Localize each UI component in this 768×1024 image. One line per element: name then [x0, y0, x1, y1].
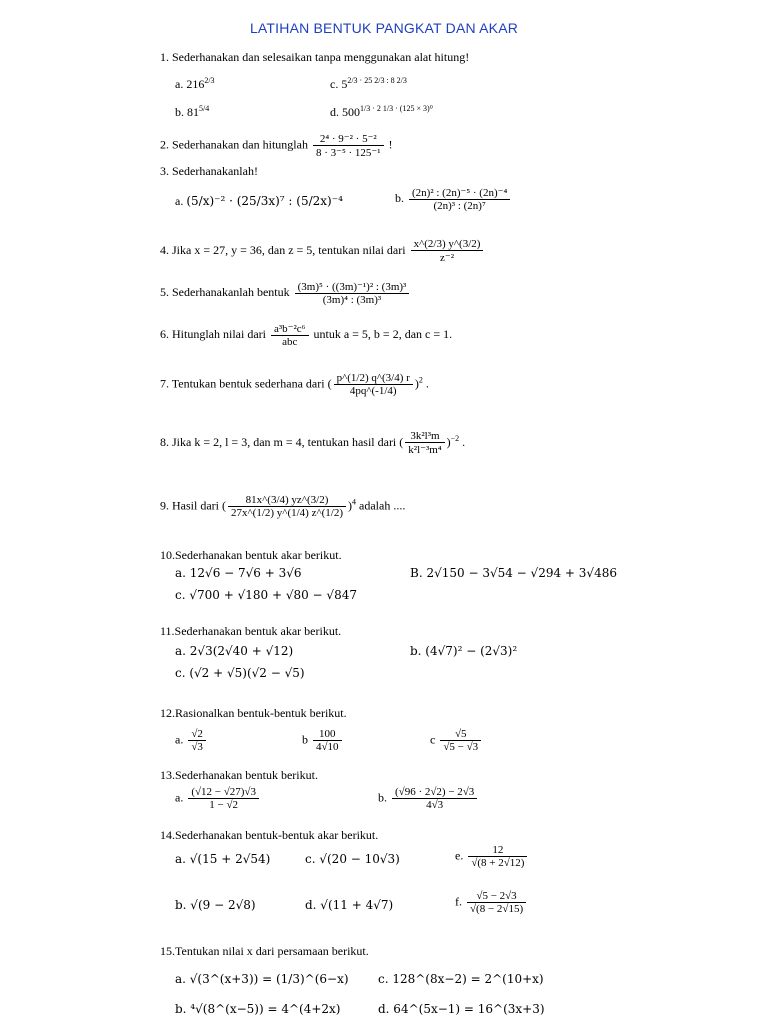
q2-fraction: $\frac{\text{2⁴ · 9⁻² · 5⁻²}}{\text{8 · 3⁻⁵ · 125⁻¹}}$ — [313, 132, 384, 159]
q14-text: 14.Sederhanakan bentuk-bentuk akar berikut. — [160, 828, 379, 842]
q14-b: b. √(9 − 2√8) — [175, 898, 256, 912]
q15-d: d. 64^(5x−1) = 16^(3x+3) — [378, 1002, 545, 1016]
q15-a: a. √(3^(x+3)) = (1/3)^(6−x) — [175, 972, 349, 986]
page-title: LATIHAN BENTUK PANGKAT DAN AKAR — [249, 20, 519, 36]
q4: 4. Jika x = 27, y = 36, dan z = 5, tentukan nilai dari $\frac{x\^{}(2/3) y\^{}(3/2)}{\text{z⁻²}}$ — [160, 238, 485, 264]
q11-a: a. 2√3(2√40 + √12) — [175, 644, 294, 658]
q11-c: c. (√2 + √5)(√2 − √5) — [175, 666, 305, 680]
q10-a: a. 12√6 − 7√6 + 3√6 — [175, 566, 302, 580]
q13-text: 13.Sederhanakan bentuk berikut. — [160, 768, 318, 782]
q15-b: b. ⁴√(8^(x−5)) = 4^(4+2x) — [175, 1002, 341, 1016]
q12-b: b $\frac{100}{4√10}$ — [302, 728, 344, 753]
q14-a: a. √(15 + 2√54) — [175, 852, 271, 866]
q10-c: c. √700 + √180 + √80 − √847 — [175, 588, 357, 602]
q15-text: 15.Tentukan nilai x dari persamaan berikut. — [160, 944, 369, 958]
q1-c: c. $5^{2/3 \cdot 25 2/3 : 8 2/3}$ — [330, 76, 407, 91]
q1-b: b. $81^{5/4}$ — [175, 104, 210, 119]
q3-text: 3. Sederhanakanlah! — [160, 164, 258, 178]
q1-d: d. $500^{1/3 \cdot 2 1/3 \cdot (125 \times 3)^0}$ — [330, 104, 433, 119]
q12-a: a. $\frac{√2}{√3}$ — [175, 728, 208, 753]
q14-e: e. $\frac{12}{√(8 + 2√12)}$ — [455, 844, 529, 869]
q3-b: b. $\frac{\text{(2n)² : (2n)⁻⁵ · (2n)⁻⁴}}{\text{(2n)³ : (2n)⁷}}$ — [395, 186, 512, 212]
q13-b: b. $\frac{(√96 \cdot 2√2) - 2√3}{4√3}$ — [378, 786, 479, 811]
q15-c: c. 128^(8x−2) = 2^(10+x) — [378, 972, 544, 986]
q12-text: 12.Rasionalkan bentuk-bentuk berikut. — [160, 706, 347, 720]
q14-f: f. $\frac{√5 - 2√3}{√(8 - 2√15)}$ — [455, 890, 528, 915]
q9: 9. Hasil dari ( $\frac{81x\^{}(3/4) yz\^{}(3/2)}{27x\^{}(1/2) y\^{}(1/4) z\^{}(1/2)}$ )$^4$ adalah .... — [160, 494, 406, 519]
q14-c: c. √(20 − 10√3) — [305, 852, 400, 866]
q1-text: 1. Sederhanakan dan selesaikan tanpa menggunakan alat hitung! — [160, 50, 470, 64]
q2: 2. Sederhanakan dan hitunglah $\frac{\text{2⁴ · 9⁻² · 5⁻²}}{\text{8 · 3⁻⁵ · 125⁻¹}}$ ! — [160, 133, 393, 159]
q14-d: d. √(11 + 4√7) — [305, 898, 394, 912]
q1-a: a. $216^{2/3}$ — [175, 76, 215, 91]
q13-a: a. $\frac{(√12 - √27)√3}{1 - √2}$ — [175, 786, 261, 811]
q11-text: 11.Sederhanakan bentuk akar berikut. — [160, 624, 342, 638]
q7: 7. Tentukan bentuk sederhana dari ( $\frac{p\^{}(1/2) q\^{}(3/4) r}{4pq\^{}(-1/4)}$ )$^2$ . — [160, 372, 429, 397]
q6: 6. Hitunglah nilai dari $\frac{\text{a³b⁻²c⁶}}{\text{abc}}$ untuk a = 5, b = 2, dan c = 1. — [160, 323, 453, 348]
q10-text: 10.Sederhanakan bentuk akar berikut. — [160, 548, 342, 562]
q8: 8. Jika k = 2, l = 3, dan m = 4, tentukan hasil dari ( $\frac{\text{3k²l³m}}{\text{k²l⁻³m⁴}}$ )$^{-2}$ . — [160, 430, 466, 456]
q11-b: b. (4√7)² − (2√3)² — [410, 644, 518, 658]
q5: 5. Sederhanakanlah bentuk $\frac{\text{(3m)⁵ · ((3m)⁻¹)² : (3m)³}}{\text{(3m)⁴ : (3m)³}}$ — [160, 280, 411, 306]
q10-b: B. 2√150 − 3√54 − √294 + 3√486 — [410, 566, 617, 580]
q3-a: a. (5/x)⁻² · (25/3x)⁷ : (5/2x)⁻⁴ — [175, 194, 343, 208]
q12-c: c $\frac{√5}{√5 - √3}$ — [430, 728, 483, 753]
